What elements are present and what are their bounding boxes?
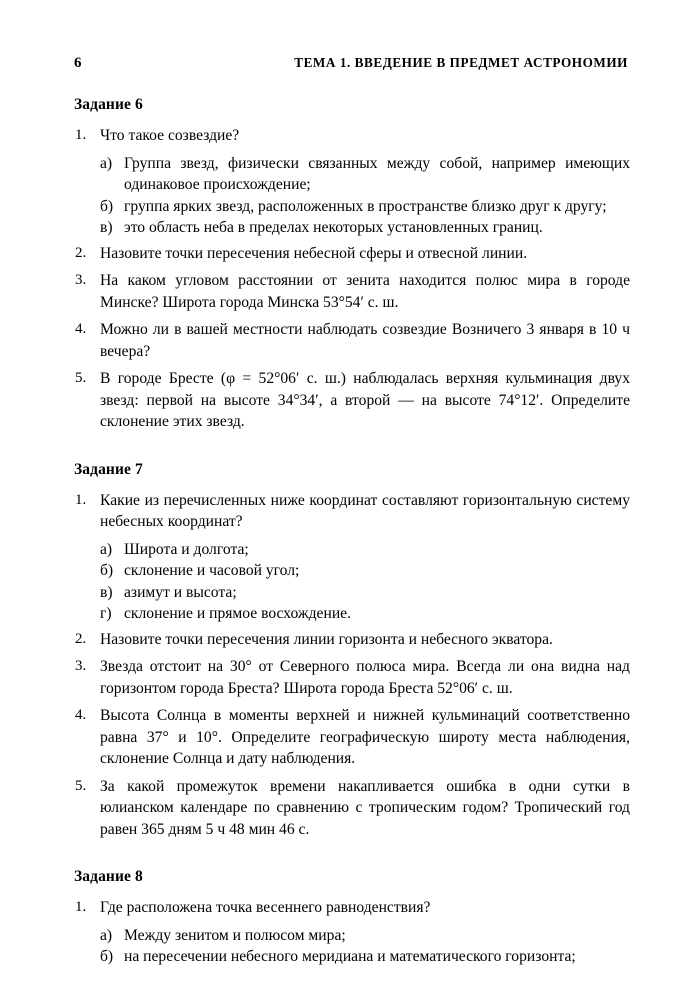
option-item — [100, 539, 630, 561]
task-block — [74, 461, 630, 841]
question-number: 1. — [75, 491, 87, 508]
question-number: 2. — [75, 244, 87, 261]
question-item — [74, 656, 630, 699]
option-text: Группа звезд, физически связанных между собой, например имеющих одинаковое происхождение; — [124, 154, 630, 193]
option-text: Между зенитом и полюсом мира; — [124, 926, 346, 944]
question-item — [74, 705, 630, 770]
option-text: склонение и часовой угол; — [124, 562, 300, 579]
question-number: 3. — [75, 658, 87, 674]
question-text: Высота Солнца в моменты верхней и нижней кульминаций соответственно равна 37° и 10°. Определите географическую широту места наблюдения, склонение Солнца и дату наблюдения. — [100, 707, 630, 767]
option-text: на пересечении небесного меридиана и математического горизонта; — [124, 948, 576, 965]
option-list — [74, 153, 630, 239]
question-text: Что такое созвездие? — [100, 127, 240, 144]
question-text: Звезда отстоит на 30° от Северного полюса мира. Всегда ли она видна над горизонтом города Бреста? Широта города Бреста 52°06′ с. ш. — [100, 658, 630, 697]
option-text: азимут и высота; — [124, 583, 237, 601]
option-item — [100, 582, 630, 604]
question-text: За какой промежуток времени накапливается ошибка в одни сутки в юлианском календаре по сравнению с тропическим годом? Тропический год равен 365 дням 5 ч 48 мин 46 с. — [100, 777, 630, 838]
option-label: а) — [100, 540, 113, 558]
option-text: группа ярких звезд, расположенных в пространстве близко друг к другу; — [124, 197, 607, 215]
option-item — [100, 925, 630, 947]
option-label: в) — [100, 583, 113, 601]
question-text: Можно ли в вашей местности наблюдать созвездие Возничего 3 января в 10 ч вечера? — [100, 321, 630, 360]
question-item — [74, 243, 630, 265]
option-item — [100, 217, 630, 239]
task-block — [74, 868, 630, 968]
option-label: б) — [100, 948, 114, 965]
task-heading: Задание 8 — [74, 868, 143, 885]
task-heading: Задание 6 — [74, 96, 143, 113]
question-text: Назовите точки пересечения линии горизонта и небесного экватора. — [100, 630, 553, 648]
option-item — [100, 603, 630, 625]
question-number: 1. — [75, 899, 87, 915]
page-number: 6 — [74, 55, 82, 71]
question-number: 4. — [75, 321, 87, 337]
option-label: б) — [100, 197, 114, 215]
option-list — [74, 925, 630, 968]
option-text: Широта и долгота; — [124, 540, 249, 558]
question-text: Какие из перечисленных ниже координат составляют горизонтальную систему небесных координат? — [100, 491, 630, 530]
option-label: б) — [100, 562, 114, 579]
question-item — [74, 125, 630, 147]
question-number: 2. — [75, 630, 87, 647]
question-number: 1. — [75, 127, 87, 143]
question-item — [74, 776, 630, 841]
option-text: это область неба в пределах некоторых установленных границ. — [124, 219, 543, 236]
option-list — [74, 539, 630, 625]
option-label: в) — [100, 219, 113, 236]
question-text: Где расположена точка весеннего равноденствия? — [100, 899, 431, 916]
running-head-title: ТЕМА 1. ВВЕДЕНИЕ В ПРЕДМЕТ АСТРОНОМИИ — [294, 55, 628, 70]
question-number: 5. — [75, 777, 87, 794]
question-item — [74, 319, 630, 362]
question-item — [74, 368, 630, 433]
question-item — [74, 270, 630, 313]
question-item — [74, 490, 630, 533]
task-heading: Задание 7 — [74, 460, 143, 478]
page-header — [74, 55, 628, 72]
option-item — [100, 946, 630, 968]
task-block — [74, 96, 630, 433]
option-item — [100, 153, 630, 196]
option-label: а) — [100, 926, 113, 944]
question-text: На каком угловом расстоянии от зенита находится полюс мира в городе Минске? Широта города Минска 53°54′ с. ш. — [100, 272, 630, 311]
page-content — [74, 96, 630, 982]
question-text: В городе Бресте (φ = 52°06′ с. ш.) наблюдалась верхняя кульминация двух звезд: первой на высоте 34°34′, а второй — на высоте 74°12′. Определите склонение этих звезд. — [100, 370, 630, 430]
question-item — [74, 629, 630, 651]
option-label: г) — [100, 605, 112, 622]
question-text: Назовите точки пересечения небесной сферы и отвесной линии. — [100, 244, 528, 262]
question-number: 5. — [75, 370, 87, 386]
question-item — [74, 897, 630, 919]
option-item — [100, 196, 630, 218]
option-item — [100, 560, 630, 582]
option-text: склонение и прямое восхождение. — [124, 605, 351, 622]
question-number: 4. — [75, 707, 87, 723]
question-number: 3. — [75, 272, 87, 288]
option-label: а) — [100, 154, 113, 172]
